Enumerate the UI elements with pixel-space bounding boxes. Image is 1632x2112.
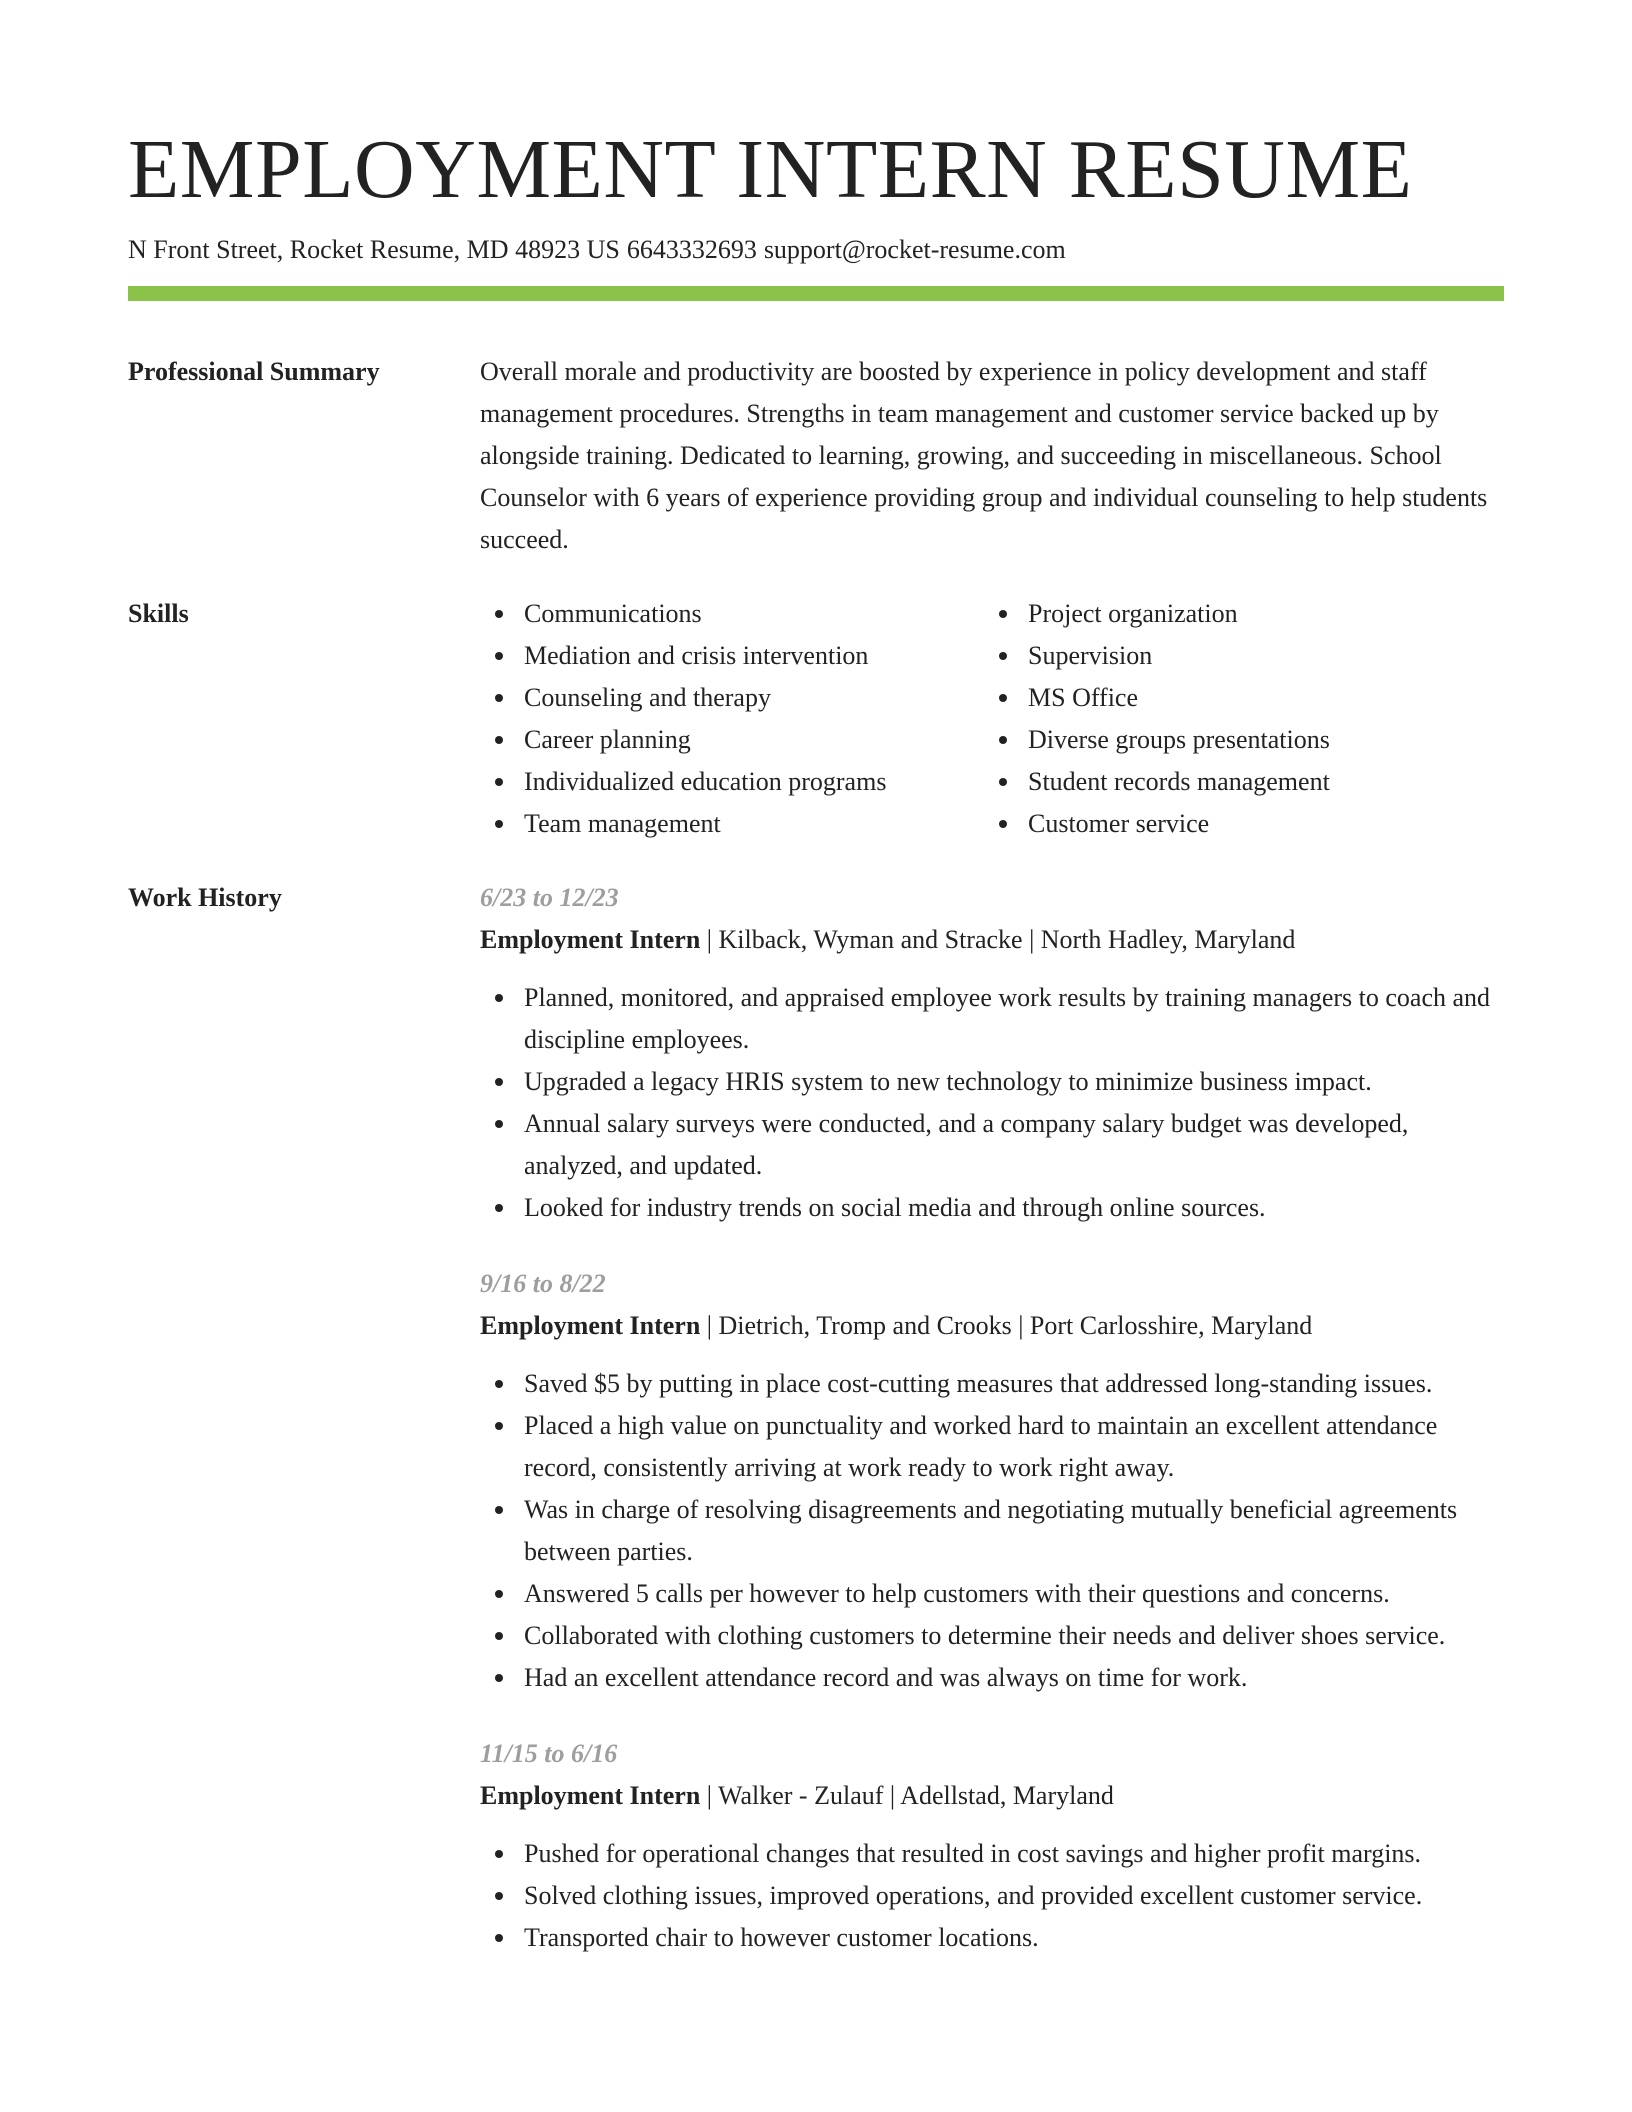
work-history-heading: Work History: [128, 883, 282, 912]
job-entry: [480, 1263, 1504, 1699]
job-bullets: [480, 1363, 1504, 1699]
skills-grid: [480, 593, 1504, 845]
job-bullets: [480, 1833, 1504, 1959]
job-dates: 9/16 to 8/22: [480, 1269, 606, 1298]
job-details: | Walker - Zulauf | Adellstad, Maryland: [700, 1781, 1114, 1810]
job-bullet: Saved $5 by putting in place cost-cutting measures that addressed long-standing issues.: [480, 1363, 1504, 1405]
skill-item: Diverse groups presentations: [984, 719, 1504, 761]
job-title: Employment Intern: [480, 1781, 701, 1810]
job-bullet: Placed a high value on punctuality and worked hard to maintain an excellent attendance record, consistently arriving at work ready to work right away.: [480, 1405, 1504, 1489]
skill-item: Team management: [480, 803, 984, 845]
skill-item: MS Office: [984, 677, 1504, 719]
contact-email: support@rocket-resume.com: [763, 235, 1066, 264]
job-heading: [480, 919, 1504, 961]
skill-item: Project organization: [984, 593, 1504, 635]
job-entry: [480, 1733, 1504, 1959]
job-title: Employment Intern: [480, 925, 701, 954]
contact-address: N Front Street, Rocket Resume, MD 48923 US: [128, 235, 620, 264]
job-bullet: Planned, monitored, and appraised employee work results by training managers to coach and discipline employees.: [480, 977, 1504, 1061]
job-title: Employment Intern: [480, 1311, 701, 1340]
skill-item: Student records management: [984, 761, 1504, 803]
job-bullet: Transported chair to however customer locations.: [480, 1917, 1504, 1959]
summary-section: [128, 351, 1504, 561]
job-details: | Kilback, Wyman and Stracke | North Hadley, Maryland: [700, 925, 1296, 954]
job-bullets: [480, 977, 1504, 1229]
job-bullet: Answered 5 calls per however to help customers with their questions and concerns.: [480, 1573, 1504, 1615]
job-dates: 6/23 to 12/23: [480, 883, 619, 912]
skill-item: Mediation and crisis intervention: [480, 635, 984, 677]
contact-line: [128, 232, 1504, 268]
job-heading: [480, 1775, 1504, 1817]
resume-page: [128, 118, 1504, 1993]
job-details: | Dietrich, Tromp and Crooks | Port Carlosshire, Maryland: [700, 1311, 1313, 1340]
job-bullet: Pushed for operational changes that resulted in cost savings and higher profit margins.: [480, 1833, 1504, 1875]
work-history-section: [128, 877, 1504, 1993]
skills-heading: Skills: [128, 599, 189, 628]
skill-item: Communications: [480, 593, 984, 635]
job-heading: [480, 1305, 1504, 1347]
skill-item: Customer service: [984, 803, 1504, 845]
skill-item: Counseling and therapy: [480, 677, 984, 719]
skill-item: Career planning: [480, 719, 984, 761]
job-bullet: Looked for industry trends on social media and through online sources.: [480, 1187, 1504, 1229]
job-dates: 11/15 to 6/16: [480, 1739, 618, 1768]
skills-column-right: [984, 593, 1504, 845]
work-history-body: [480, 877, 1504, 1993]
skill-item: Individualized education programs: [480, 761, 984, 803]
resume-title: EMPLOYMENT INTERN RESUME: [128, 123, 1413, 216]
summary-text: Overall morale and productivity are boosted by experience in policy development and staff management procedures. Strengths in team management and customer service backed up by alongside training. Dedicated to learning, growing, and succeeding in miscellaneous. School Counselor with 6 years of experience providing group and individual counseling to help students succeed.: [480, 357, 1488, 554]
job-bullet: Collaborated with clothing customers to determine their needs and deliver shoes service.: [480, 1615, 1504, 1657]
summary-heading: Professional Summary: [128, 357, 380, 386]
skill-item: Supervision: [984, 635, 1504, 677]
skills-section: [128, 593, 1504, 845]
job-bullet: Had an excellent attendance record and was always on time for work.: [480, 1657, 1504, 1699]
job-bullet: Solved clothing issues, improved operations, and provided excellent customer service.: [480, 1875, 1504, 1917]
job-bullet: Annual salary surveys were conducted, and a company salary budget was developed, analyzed, and updated.: [480, 1103, 1504, 1187]
job-entry: [480, 877, 1504, 1229]
accent-divider: [128, 286, 1504, 301]
job-bullet: Was in charge of resolving disagreements and negotiating mutually beneficial agreements between parties.: [480, 1489, 1504, 1573]
skills-column-left: [480, 593, 984, 845]
job-bullet: Upgraded a legacy HRIS system to new technology to minimize business impact.: [480, 1061, 1504, 1103]
contact-phone: 6643332693: [626, 235, 757, 264]
